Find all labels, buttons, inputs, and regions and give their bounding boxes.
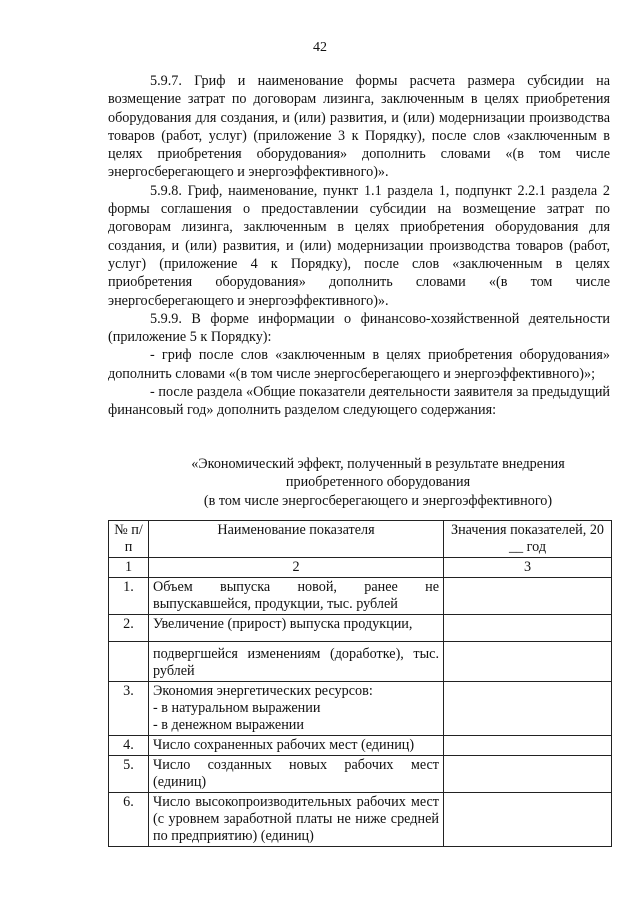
row-name: Увеличение (прирост) выпуска продукции, <box>149 615 444 642</box>
column-number: 1 <box>109 558 149 578</box>
header-name: Наименование показателя <box>149 521 444 558</box>
column-number: 3 <box>444 558 612 578</box>
row-num: 4. <box>109 736 149 756</box>
row-name: Объем выпуска новой, ранее не выпускавшейся, продукции, тыс. рублей <box>149 578 444 615</box>
row-name: Число созданных новых рабочих мест (единиц) <box>149 756 444 793</box>
row-num: 3. <box>109 682 149 736</box>
row-value-cell <box>444 756 612 793</box>
paragraph-5-9-9: 5.9.9. В форме информации о финансово-хозяйственной деятельности (приложение 5 к Порядку): <box>108 310 610 346</box>
row-value-cell <box>444 736 612 756</box>
row-name: Число высокопроизводительных рабочих мест (с уровнем заработной платы не ниже средней по предприятию) (единиц) <box>149 793 444 847</box>
table-row <box>109 615 612 642</box>
header-num: № п/п <box>109 521 149 558</box>
row-num: 5. <box>109 756 149 793</box>
table-column-numbers-row <box>109 558 612 578</box>
row-name: подвергшейся изменениям (доработке), тыс. рублей <box>149 642 444 682</box>
paragraph-5-9-7: 5.9.7. Гриф и наименование формы расчета размера субсидии на возмещение затрат по договорам лизинга, заключенным в целях приобретения оборудования для создания, и (или) развития, и (или) модернизации производства товаров (работ, услуг) (приложение 3 к Порядку), после слов «заключенным в целях приобретения оборудования» дополнить словами «(в том числе энергосберегающего и энергоэффективного)». <box>108 73 610 181</box>
row-sub-item: - в натуральном выражении <box>153 700 321 716</box>
table-row <box>109 756 612 793</box>
page-number: 42 <box>313 40 327 55</box>
row-value-cell <box>444 578 612 615</box>
row-num: 2. <box>109 615 149 642</box>
section-heading-line-1: «Экономический эффект, полученный в результате внедрения <box>191 456 565 472</box>
row-num: 6. <box>109 793 149 847</box>
row-value-cell <box>444 682 612 736</box>
paragraph-section-addition: - после раздела «Общие показатели деятельности заявителя за предыдущий финансовый год» дополнить разделом следующего содержания: <box>108 384 610 419</box>
row-value-cell <box>444 615 612 642</box>
table-row <box>109 682 612 736</box>
table-row <box>109 736 612 756</box>
row-num: 1. <box>109 578 149 615</box>
section-heading-line-3: (в том числе энергосберегающего и энергоэффективного) <box>203 492 553 509</box>
row-num <box>109 642 149 682</box>
table-header-row <box>109 521 612 558</box>
row-name: Число сохраненных рабочих мест (единиц) <box>149 736 444 756</box>
row-value-cell <box>444 793 612 847</box>
table-row <box>109 793 612 847</box>
header-value: Значения показателей, 20 __ год <box>444 521 612 558</box>
row-sub-item: - в денежном выражении <box>153 717 304 733</box>
paragraph-5-9-8: 5.9.8. Гриф, наименование, пункт 1.1 раздела 1, подпункт 2.2.1 раздела 2 формы соглашения о предоставлении субсидии на возмещение затрат по договорам лизинга, заключенным в целях приобретения оборудования для создания, и (или) развития, и (или) модернизации производства товаров (работ, услуг) (приложение 4 к Порядку), после слов «заключенным в целях приобретения оборудования» дополнить словами «(в том числе энергосберегающего и энергоэффективного)». <box>108 182 610 309</box>
section-heading-line-2: приобретенного оборудования <box>285 474 471 491</box>
section-heading <box>108 455 640 510</box>
document-body <box>108 72 610 420</box>
row-name-block <box>149 682 444 736</box>
indicators-table <box>108 520 612 847</box>
column-number: 2 <box>149 558 444 578</box>
row-name: Экономия энергетических ресурсов: <box>153 683 373 699</box>
table-row <box>109 642 612 682</box>
row-value-cell <box>444 642 612 682</box>
paragraph-grif-amendment: - гриф после слов «заключенным в целях приобретения оборудования» дополнить словами «(в том числе энергосберегающего и энергоэффективного)»; <box>108 347 610 382</box>
table-row <box>109 578 612 615</box>
